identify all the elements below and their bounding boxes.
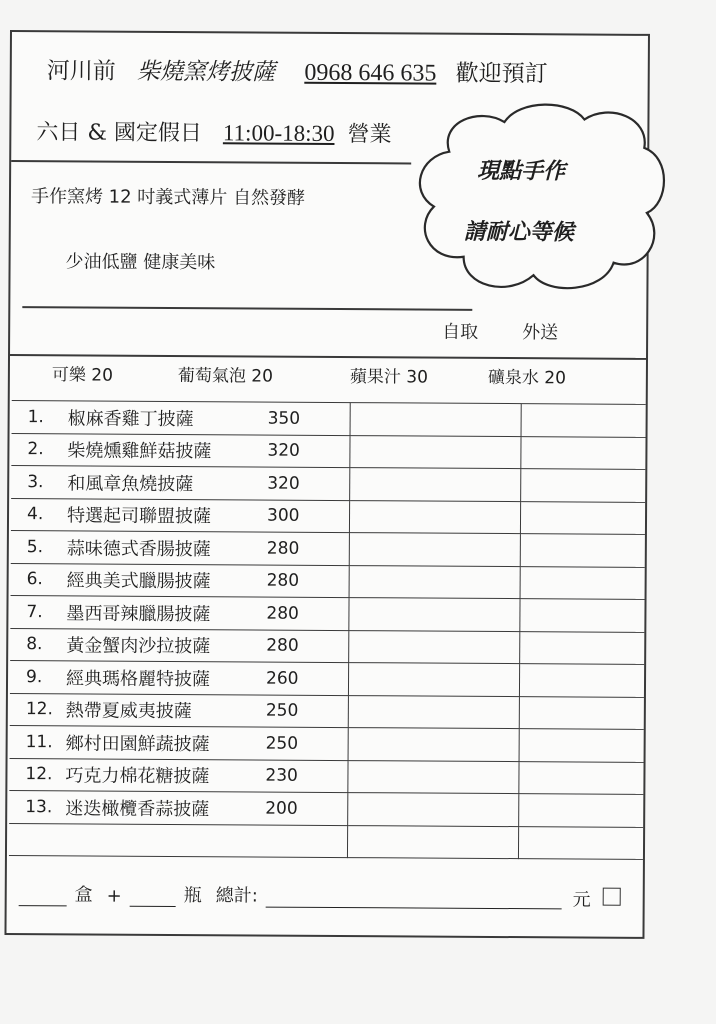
hours-line bbox=[36, 115, 391, 148]
order-sheet bbox=[4, 30, 650, 939]
shop-location: 河川前 bbox=[46, 58, 116, 85]
option-pickup[interactable]: 自取 bbox=[442, 321, 479, 343]
total-field[interactable] bbox=[266, 889, 562, 910]
menu-table bbox=[9, 400, 646, 860]
table-row: 9. 經典瑪格麗特披薩 260 bbox=[10, 661, 644, 697]
option-delivery[interactable]: 外送 bbox=[522, 322, 559, 344]
header-line bbox=[47, 52, 548, 88]
table-row: 13. 迷迭橄欖香蒜披薩 200 bbox=[9, 791, 643, 827]
cloud-line-1: 現點手作 bbox=[477, 158, 566, 185]
tagline-2: 少油低鹽 健康美味 bbox=[65, 251, 216, 274]
drink-item: 葡萄氣泡 20 bbox=[177, 366, 273, 387]
table-row: 3. 和風章魚燒披薩 320 bbox=[11, 466, 645, 502]
table-row: 2. 柴燒燻雞鮮菇披薩 320 bbox=[11, 433, 645, 469]
open-hours: 11:00-18:30 bbox=[222, 120, 335, 146]
drinks-top-divider bbox=[10, 354, 646, 359]
tagline-divider bbox=[22, 306, 472, 310]
paid-checkbox[interactable] bbox=[603, 888, 621, 906]
bottle-label: 瓶 bbox=[183, 885, 202, 907]
currency-label: 元 bbox=[572, 889, 591, 911]
order-total-line bbox=[19, 880, 562, 909]
plus-sign: + bbox=[106, 885, 122, 907]
box-count-field[interactable] bbox=[19, 887, 67, 906]
cloud-shape bbox=[408, 96, 669, 298]
bottle-count-field[interactable] bbox=[130, 888, 176, 907]
table-row: 12. 巧克力棉花糖披薩 230 bbox=[9, 758, 643, 794]
table-row: 8. 黃金蟹肉沙拉披薩 280 bbox=[10, 628, 644, 664]
reserve-text: 歡迎預訂 bbox=[455, 60, 548, 88]
drink-item: 可樂 20 bbox=[51, 365, 113, 386]
drink-item: 礦泉水 20 bbox=[487, 367, 566, 389]
table-row: 11. 鄉村田園鮮蔬披薩 250 bbox=[10, 726, 644, 762]
table-row: 4. 特選起司聯盟披薩 300 bbox=[11, 498, 645, 534]
phone-number: 0968 646 635 bbox=[304, 59, 437, 87]
shop-name: 柴燒窯烤披薩 bbox=[136, 58, 276, 86]
tagline-1: 手作窯烤 12 吋義式薄片 自然發酵 bbox=[30, 186, 306, 209]
table-row: 7. 墨西哥辣臘腸披薩 280 bbox=[10, 596, 644, 632]
cloud-line-2: 請耐心等候 bbox=[463, 219, 574, 246]
table-row: 6. 經典美式臘腸披薩 280 bbox=[11, 563, 645, 599]
box-label: 盒 bbox=[74, 884, 93, 906]
table-row-empty bbox=[9, 823, 643, 859]
open-days: 六日 & 國定假日 bbox=[36, 120, 203, 147]
open-label: 營業 bbox=[347, 122, 392, 148]
table-row: 5. 蒜味德式香腸披薩 280 bbox=[11, 531, 645, 567]
header-divider bbox=[11, 160, 411, 164]
table-row: 12. 熱帶夏威夷披薩 250 bbox=[10, 693, 644, 729]
cloud-callout bbox=[408, 96, 669, 298]
drink-item: 蘋果汁 30 bbox=[349, 367, 428, 388]
total-label: 總計: bbox=[215, 885, 258, 907]
table-row: 1. 椒麻香雞丁披薩 350 bbox=[12, 401, 646, 437]
